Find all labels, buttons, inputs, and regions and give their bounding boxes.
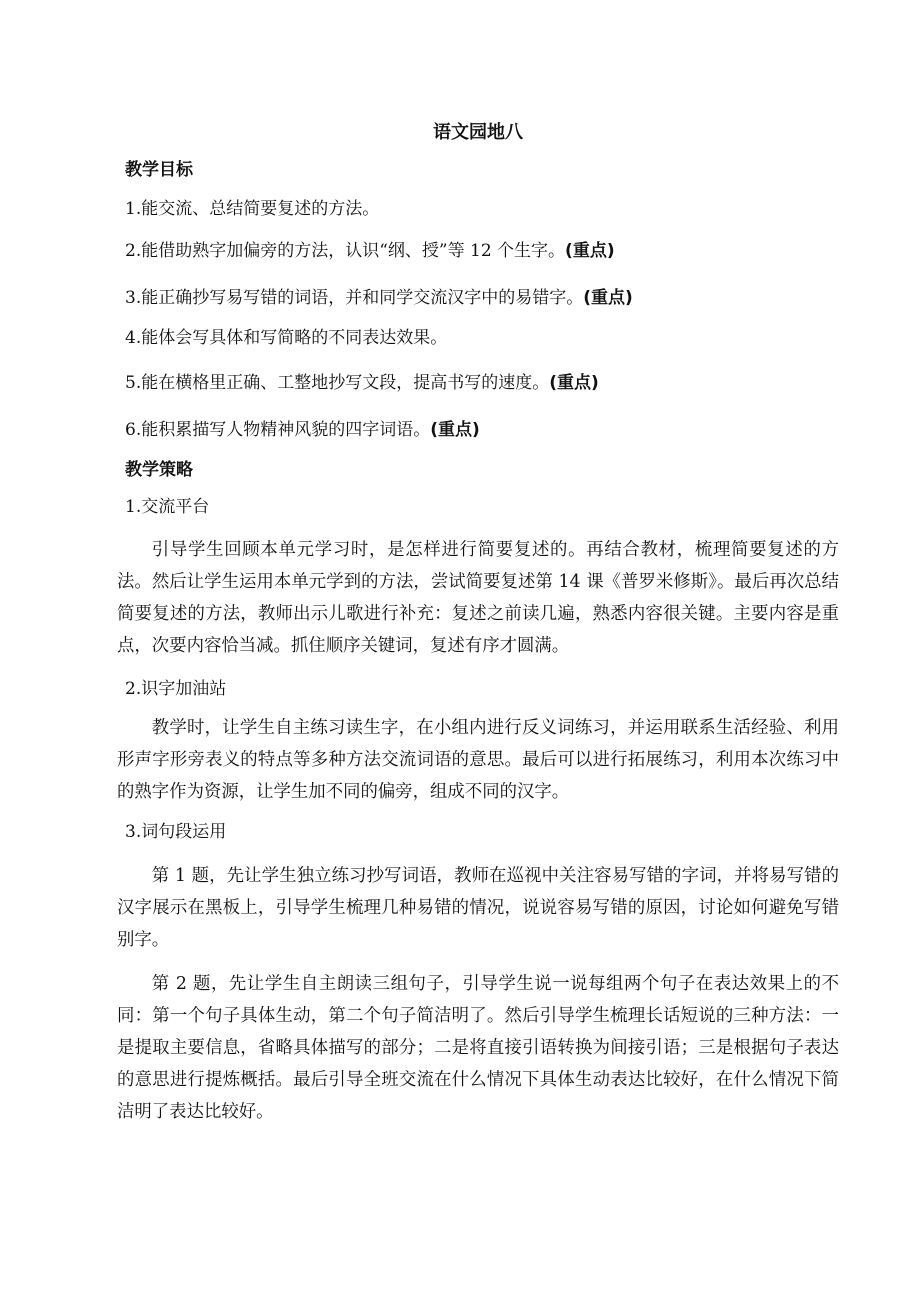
section-heading: 3.词句段运用 [125,822,227,842]
strategy-heading: 教学策略 [125,460,193,480]
goal-text: 5.能在横格里正确、工整地抄写文段，提高书写的速度。 [125,373,550,393]
document-title: 语文园地八 [433,122,523,143]
goal-text: 6.能积累描写人物精神风貌的四字词语。 [125,420,431,440]
paragraph: 第 1 题，先让学生独立练习抄写词语，教师在巡视中关注容易写错的字词，并将易写错的汉字展示在黑板上，引导学生梳理几种易错的情况，说说容易写错的原因，讨论如何避免写错别字。 [117,866,839,950]
key-point-tag: (重点) [430,420,480,440]
goal-text: 4.能体会写具体和写简略的不同表达效果。 [125,328,448,348]
paragraph: 第 2 题，先让学生自主朗读三组句子，引导学生说一说每组两个句子在表达效果上的不同：第一个句子具体生动，第二个句子简洁明了。然后引导学生梳理长话短说的三种方法：一是提取主要信息，省略具体描写的部分；二是将直接引语转换为间接引语；三是根据句子表达的意思进行提炼概括。最后引导全班交流在什么情况下具体生动表达比较好，在什么情况下简洁明了表达比较好。 [117,974,839,1122]
goal-item [125,418,480,442]
section-heading: 1.交流平台 [125,497,210,517]
goal-text: 1.能交流、总结简要复述的方法。 [125,199,380,219]
key-point-tag: (重点) [549,373,599,393]
goal-text: 2.能借助熟字加偏旁的方法，认识“纲、授”等 12 个生字。 [125,241,566,261]
goal-item [125,197,379,221]
goals-heading: 教学目标 [125,160,193,180]
section-heading: 2.识字加油站 [125,679,227,699]
goal-item [125,326,447,350]
key-point-tag: (重点) [565,241,615,261]
paragraph: 教学时，让学生自主练习读生字，在小组内进行反义词练习，并运用联系生活经验、利用形声字形旁表义的特点等多种方法交流词语的意思。最后可以进行拓展练习，利用本次练习中的熟字作为资源，让学生加不同的偏旁，组成不同的汉字。 [117,718,839,802]
paragraph: 引导学生回顾本单元学习时，是怎样进行简要复述的。再结合教材，梳理简要复述的方法。然后让学生运用本单元学到的方法，尝试简要复述第 14 课《普罗米修斯》。最后再次总结简要复述的方法，教师出示儿歌进行补充：复述之前读几遍，熟悉内容很关键。主要内容是重点，次要内容恰当减。抓住顺序关键词，复述有序才圆满。 [117,540,839,656]
goal-item [125,371,599,395]
key-point-tag: (重点) [583,288,633,308]
goal-text: 3.能正确抄写易写错的词语，并和同学交流汉字中的易错字。 [125,288,584,308]
goal-item [125,286,633,310]
goal-item [125,239,615,263]
